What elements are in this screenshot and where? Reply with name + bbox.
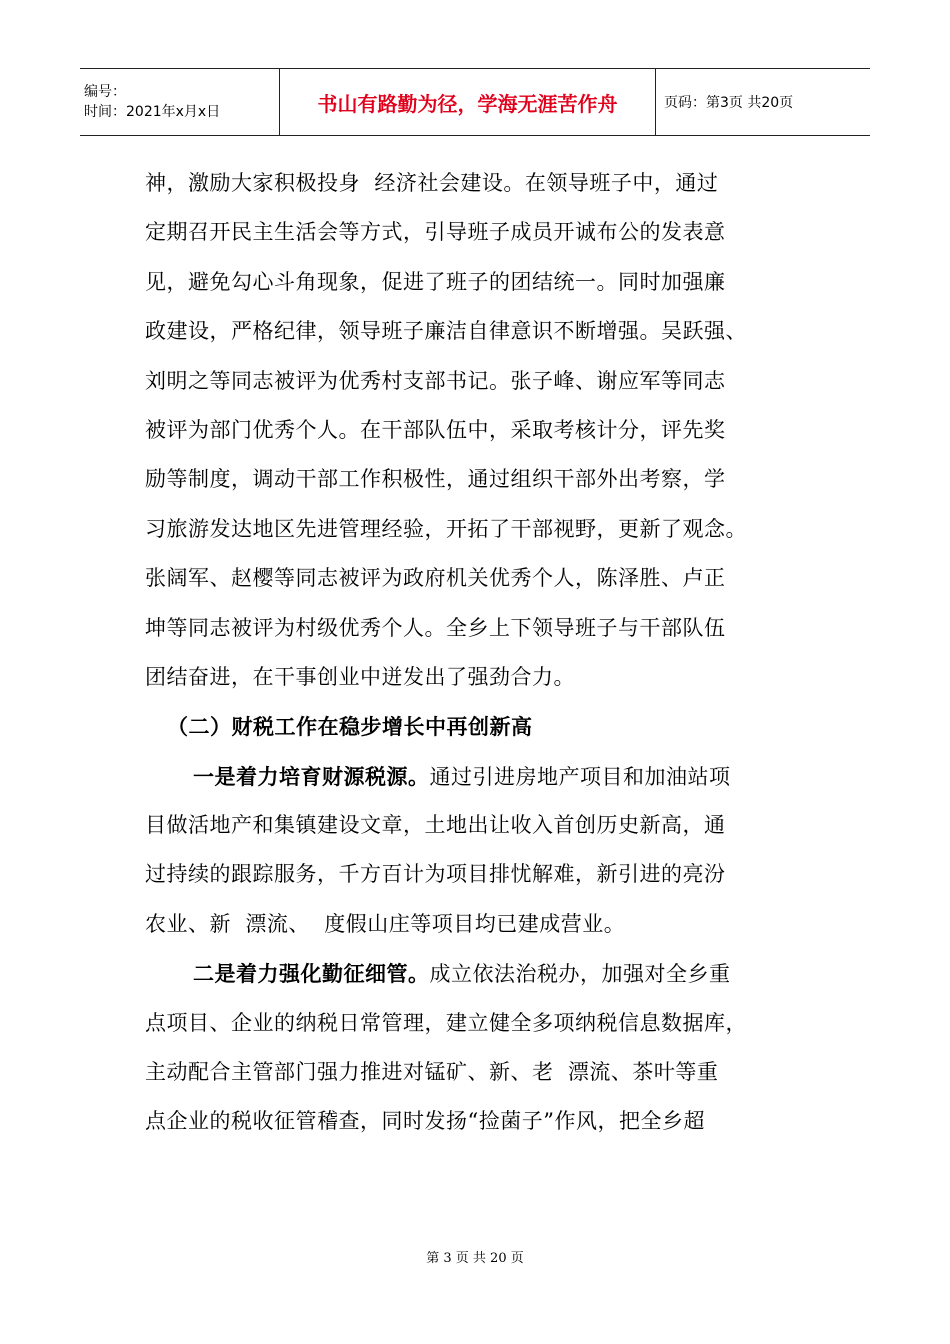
body-line: 团结奋进，在干事创业中迸发出了强劲合力。 [145, 664, 575, 689]
page-footer: 第 3 页 共 20 页 [426, 1251, 524, 1266]
paragraph-text: 通过引进房地产项目和加油站项 [429, 764, 731, 789]
body-line: 见，避免勾心斗角现象，促进了班子的团结统一。同时加强廉 [145, 269, 726, 294]
header-page-info [656, 69, 870, 135]
body-line: 励等制度，调动干部工作积极性，通过组织干部外出考察，学 [145, 467, 726, 492]
body-line: 习旅游发达地区先进管理经验，开拓了干部视野，更新了观念。 [145, 516, 747, 541]
body-line: 政建设，严格纪律，领导班子廉洁自律意识不断增强。吴跃强、 [145, 319, 747, 344]
body-line: 神，激励大家积极投身 经济社会建设。在领导班子中，通过 [145, 171, 719, 195]
body-line: 定期召开民主生活会等方式，引导班子成员开诚布公的发表意 [145, 220, 726, 245]
paragraph-lead: 二是着力强化勤征细管。 [193, 961, 430, 987]
paragraph-text: 成立依法治税办，加强对全乡重 [429, 962, 731, 987]
body-line: 目做活地产和集镇建设文章，土地出让收入首创历史新高，通 [145, 813, 726, 838]
body-line: 坤等同志被评为村级优秀个人。全乡上下领导班子与干部队伍 [145, 615, 726, 640]
document-number-label: 编号： [84, 84, 126, 100]
motto-text: 书山有路勤为径，学海无涯苦作舟 [317, 91, 618, 116]
document-time-label: 时间：2021年x月x日 [84, 104, 221, 120]
body-line: 农业、新 漂流、 度假山庄等项目均已建成营业。 [145, 911, 626, 936]
page-header [80, 68, 870, 136]
header-motto [280, 69, 656, 135]
body-line: 张阔军、赵樱等同志被评为政府机关优秀个人，陈泽胜、卢正 [145, 566, 726, 591]
paragraph-first-line [145, 752, 825, 801]
paragraph-first-line [145, 949, 825, 998]
body-line: 被评为部门优秀个人。在干部队伍中，采取考核计分，评先奖 [145, 417, 726, 442]
paragraph-lead: 一是着力培育财源税源。 [193, 763, 430, 789]
page-info-text: 页码：第3页 共20页 [664, 95, 794, 111]
document-body [145, 159, 825, 1147]
header-meta [80, 69, 280, 135]
body-line: 点项目、企业的纳税日常管理，建立健全多项纳税信息数据库， [145, 1010, 747, 1035]
section-heading: （二）财税工作在稳步增长中再创新高 [167, 714, 533, 740]
body-line: 主动配合主管部门强力推进对锰矿、新、老 漂流、茶叶等重 [145, 1060, 719, 1085]
body-line: 刘明之等同志被评为优秀村支部书记。张子峰、谢应军等同志 [145, 368, 726, 393]
body-line: 点企业的税收征管稽查，同时发扬“捡菌子”作风，把全乡超 [145, 1109, 705, 1134]
body-line: 过持续的跟踪服务，千方百计为项目排忧解难，新引进的亮汾 [145, 862, 726, 887]
